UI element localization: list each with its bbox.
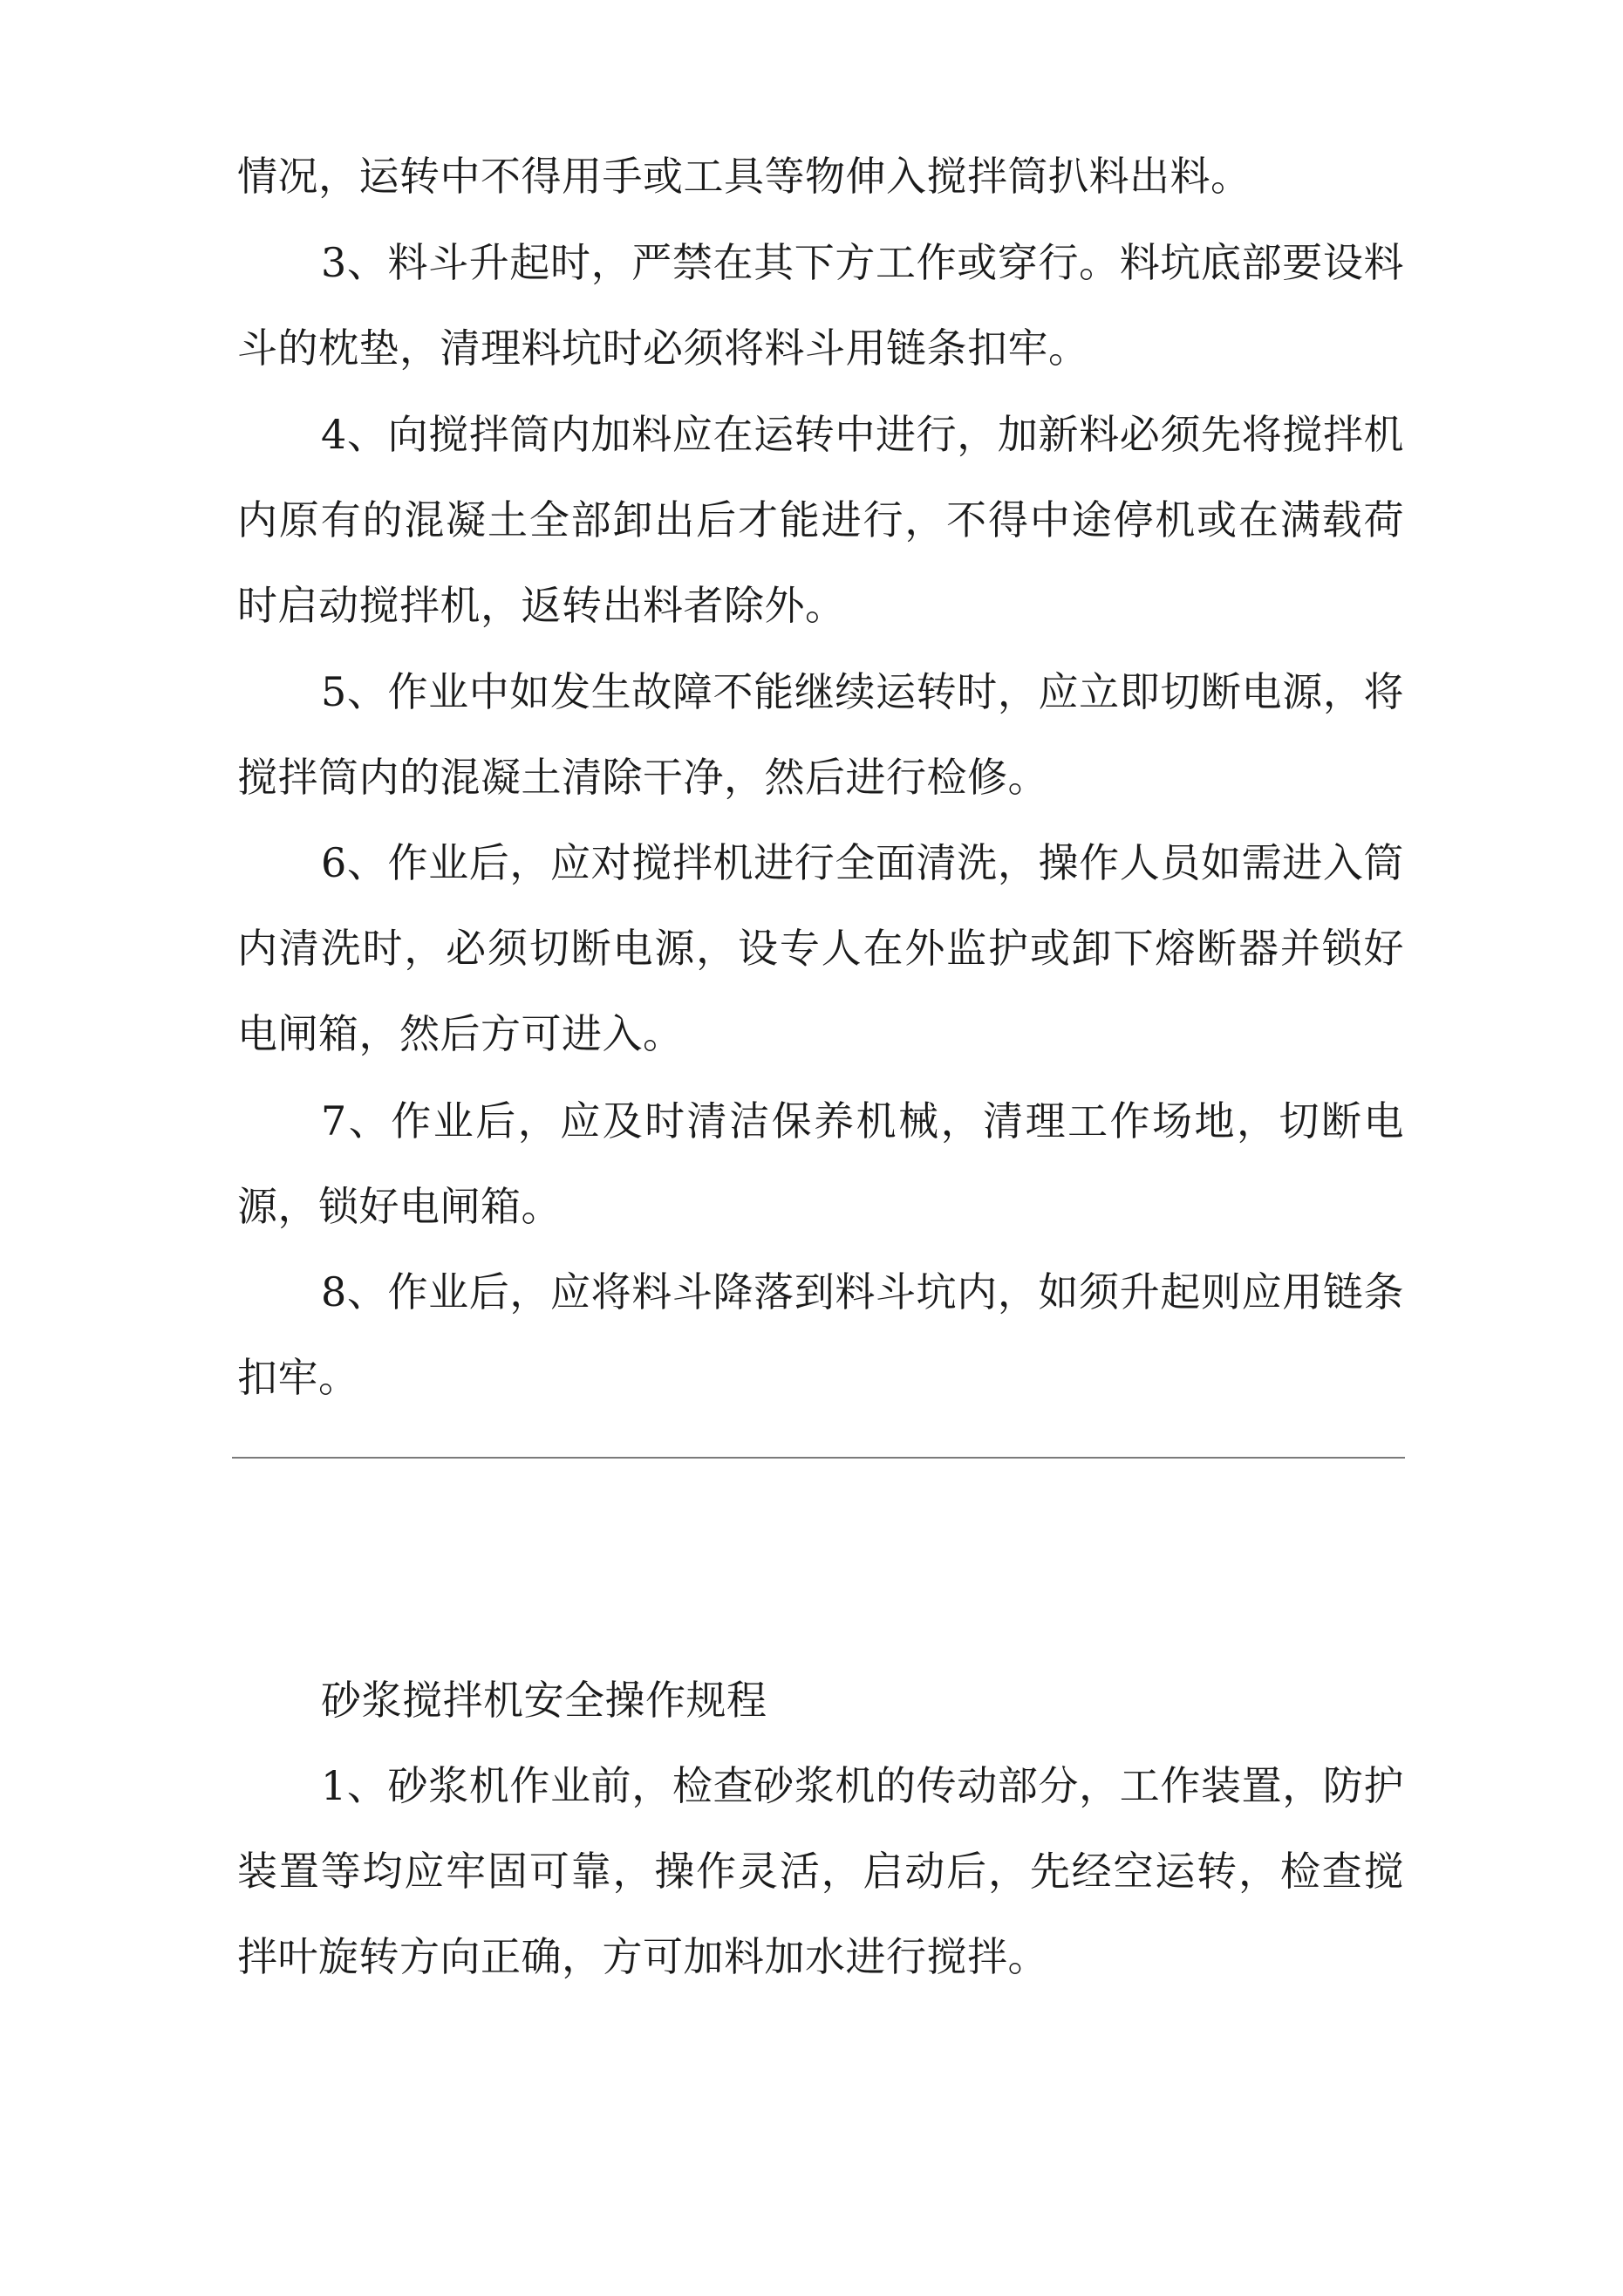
paragraph-item-5: 5、作业中如发生故障不能继续运转时，应立即切断电源，将搅拌筒内的混凝土清除干净，然后进行检修。 [237, 668, 1404, 801]
section-title: 砂浆搅拌机安全操作规程 [321, 1677, 767, 1724]
paragraph-continued: 情况，运转中不得用手或工具等物伸入搅拌筒扒料出料。 [237, 153, 1251, 200]
paragraph-item-4: 4、向搅拌筒内加料应在运转中进行，加新料必须先将搅拌机内原有的混凝土全部卸出后才能进行，不得中途停机或在满载荷时启动搅拌机，返转出料者除外。 [237, 411, 1404, 629]
paragraph-item-6: 6、作业后，应对搅拌机进行全面清洗，操作人员如需进入筒内清洗时，必须切断电源，设专人在外监护或卸下熔断器并锁好电闸箱，然后方可进入。 [237, 839, 1404, 1057]
section-paragraph-item-1: 1、砂浆机作业前，检查砂浆机的传动部分，工作装置，防护装置等均应牢固可靠，操作灵活，启动后，先经空运转，检查搅拌叶旋转方向正确，方可加料加水进行搅拌。 [237, 1762, 1404, 1980]
section-divider [232, 1457, 1405, 1459]
paragraph-item-8: 8、作业后，应将料斗降落到料斗坑内，如须升起则应用链条扣牢。 [237, 1268, 1404, 1401]
paragraph-item-7: 7、作业后，应及时清洁保养机械，清理工作场地，切断电源，锁好电闸箱。 [237, 1097, 1404, 1230]
paragraph-item-3: 3、料斗升起时，严禁在其下方工作或穿行。料坑底部要设料斗的枕垫，清理料坑时必须将料斗用链条扣牢。 [237, 239, 1404, 372]
